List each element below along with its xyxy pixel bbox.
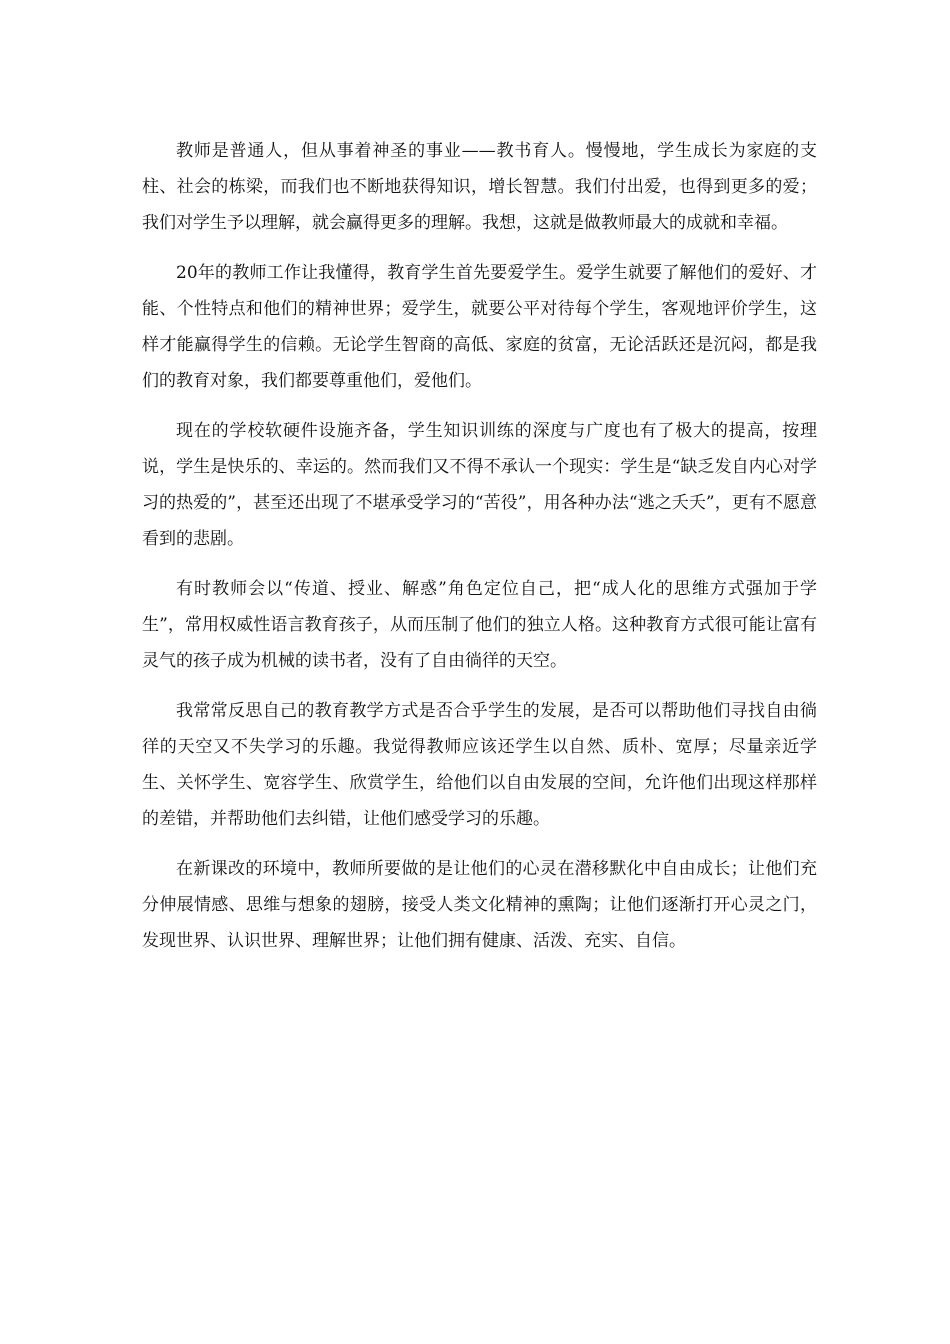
paragraph-2: 20年的教师工作让我懂得，教育学生首先要爱学生。爱学生就要了解他们的爱好、才能、个性特点和他们的精神世界；爱学生，就要公平对待每个学生，客观地评价学生，这样才能赢得学生的信赖。无论学生智商的高低、家庭的贫富，无论活跃还是沉闷，都是我们的教育对象，我们都要尊重他们，爱他们。 (142, 263, 817, 391)
paragraph-3: 现在的学校软硬件设施齐备，学生知识训练的深度与广度也有了极大的提高，按理说，学生是快乐的、幸运的。然而我们又不得不承认一个现实：学生是“缺乏发自内心对学习的热爱的”，甚至还出现了不堪承受学习的“苦役”，用各种办法“逃之夭夭”，更有不愿意看到的悲剧。 (142, 421, 817, 549)
paragraph-6: 在新课改的环境中，教师所要做的是让他们的心灵在潜移默化中自由成长；让他们充分伸展情感、思维与想象的翅膀，接受人类文化精神的熏陶；让他们逐渐打开心灵之门，发现世界、认识世界、理解世界；让他们拥有健康、活泼、充实、自信。 (142, 859, 817, 951)
document-body (142, 133, 817, 973)
paragraph-4: 有时教师会以“传道、授业、解惑”角色定位自己，把“成人化的思维方式强加于学生”，常用权威性语言教育孩子，从而压制了他们的独立人格。这种教育方式很可能让富有灵气的孩子成为机械的读书者，没有了自由徜徉的天空。 (142, 579, 817, 671)
paragraph-5: 我常常反思自己的教育教学方式是否合乎学生的发展，是否可以帮助他们寻找自由徜徉的天空又不失学习的乐趣。我觉得教师应该还学生以自然、质朴、宽厚；尽量亲近学生、关怀学生、宽容学生、欣赏学生，给他们以自由发展的空间，允许他们出现这样那样的差错，并帮助他们去纠错，让他们感受学习的乐趣。 (142, 701, 817, 829)
paragraph-1: 教师是普通人，但从事着神圣的事业——教书育人。慢慢地，学生成长为家庭的支柱、社会的栋梁，而我们也不断地获得知识，增长智慧。我们付出爱，也得到更多的爱；我们对学生予以理解，就会赢得更多的理解。我想，这就是做教师最大的成就和幸福。 (142, 141, 817, 233)
